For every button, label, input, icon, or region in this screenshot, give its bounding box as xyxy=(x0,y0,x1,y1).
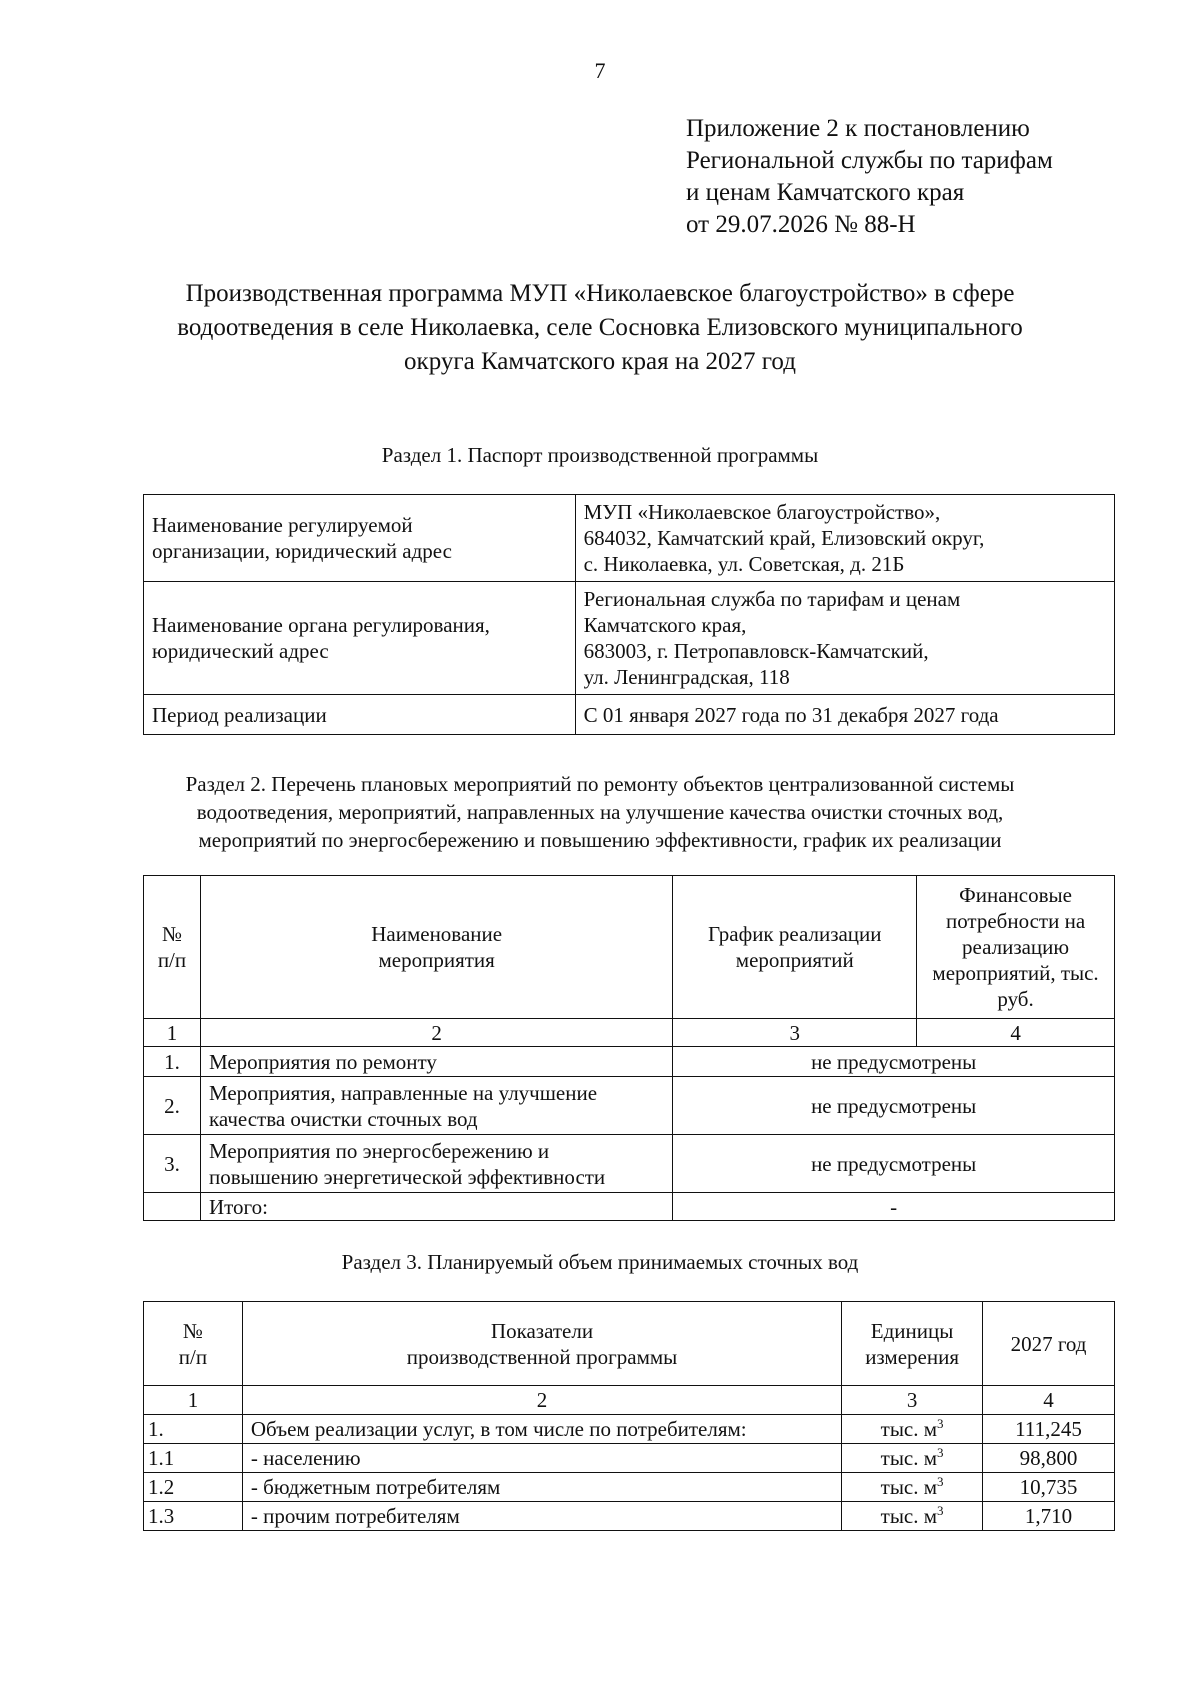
measure-name xyxy=(200,1077,672,1135)
indicator-name: Объем реализации услуг, в том числе по потребителям: xyxy=(242,1415,841,1444)
row-number: 3. xyxy=(144,1135,201,1193)
row-number: 1. xyxy=(144,1415,243,1444)
cell-text: Камчатского края, xyxy=(583,613,747,637)
passport-label xyxy=(144,582,576,695)
column-number: 4 xyxy=(917,1019,1115,1047)
measure-value: не предусмотрены xyxy=(673,1047,1115,1077)
value-cell: 111,245 xyxy=(983,1415,1115,1444)
cell-text: мероприятий, тыс. xyxy=(932,961,1099,985)
passport-label xyxy=(144,695,576,735)
cell-text: с. Николаевка, ул. Советская, д. 21Б xyxy=(583,552,905,576)
row-number: 1.3 xyxy=(144,1502,243,1531)
table-row xyxy=(144,582,1115,695)
section2-title xyxy=(100,770,1100,854)
header-schedule xyxy=(673,876,917,1019)
cell-text: Мероприятия, направленные на улучшение xyxy=(208,1080,598,1105)
cell-text: мероприятий xyxy=(735,948,854,972)
total-label: Итого: xyxy=(200,1193,672,1221)
section2-title-line: Раздел 2. Перечень плановых мероприятий по ремонту объектов централизованной системы xyxy=(185,772,1015,796)
document-title xyxy=(100,277,1100,379)
total-value: - xyxy=(673,1193,1115,1221)
header-num xyxy=(144,1302,243,1386)
table-row xyxy=(144,1502,1115,1531)
appendix-line: от 29.07.2026 № 88-Н xyxy=(686,211,916,238)
column-number-row xyxy=(144,1019,1115,1047)
passport-label xyxy=(144,495,576,582)
appendix-line: и ценам Камчатского края xyxy=(686,179,965,206)
unit-cell xyxy=(842,1502,983,1531)
unit-text: тыс. м xyxy=(880,1475,938,1499)
header-indicator xyxy=(242,1302,841,1386)
cell-text: Показатели xyxy=(490,1318,594,1343)
passport-value xyxy=(575,695,1114,735)
cell-text: п/п xyxy=(178,1344,208,1369)
cell-text: п/п xyxy=(157,948,187,972)
unit-exponent: 3 xyxy=(937,1474,944,1489)
unit-text: тыс. м xyxy=(880,1504,938,1528)
section2-title-line: водоотведения, мероприятий, направленных на улучшение качества очистки сточных вод, xyxy=(196,800,1004,824)
passport-value xyxy=(575,582,1114,695)
cell-text: № xyxy=(182,1318,203,1343)
value-cell: 1,710 xyxy=(983,1502,1115,1531)
unit-cell xyxy=(842,1473,983,1502)
cell-text: Мероприятия по энергосбережению и xyxy=(208,1138,550,1163)
cell-text: мероприятия xyxy=(378,948,495,972)
table-row xyxy=(144,1135,1115,1193)
cell-text: повышению энергетической эффективности xyxy=(208,1164,606,1189)
appendix-block xyxy=(686,113,1053,241)
cell-text: МУП «Николаевское благоустройство», xyxy=(583,500,941,524)
header-name xyxy=(200,876,672,1019)
row-number: 2. xyxy=(144,1077,201,1135)
cell-text: Период реализации xyxy=(152,702,327,727)
passport-value xyxy=(575,495,1114,582)
column-number: 4 xyxy=(983,1386,1115,1415)
table-row xyxy=(144,1047,1115,1077)
cell-text: производственной программы xyxy=(406,1344,678,1369)
cell-text: качества очистки сточных вод xyxy=(208,1106,478,1131)
page-number: 7 xyxy=(594,58,606,83)
section1-title: Раздел 1. Паспорт производственной программы xyxy=(381,443,819,467)
unit-text: тыс. м xyxy=(880,1417,938,1441)
column-number: 1 xyxy=(144,1386,243,1415)
cell-text: руб. xyxy=(997,987,1034,1011)
cell-text: измерения xyxy=(865,1344,959,1369)
cell-text: № xyxy=(161,922,182,946)
unit-exponent: 3 xyxy=(937,1416,944,1431)
section3-title: Раздел 3. Планируемый объем принимаемых сточных вод xyxy=(341,1250,859,1274)
measure-value: не предусмотрены xyxy=(673,1135,1115,1193)
measure-name xyxy=(200,1047,672,1077)
measure-value: не предусмотрены xyxy=(673,1077,1115,1135)
header-year: 2027 год xyxy=(983,1302,1115,1386)
table-row xyxy=(144,1077,1115,1135)
appendix-line: Приложение 2 к постановлению xyxy=(686,115,1030,142)
unit-exponent: 3 xyxy=(937,1503,944,1518)
measure-name xyxy=(200,1135,672,1193)
value-cell: 10,735 xyxy=(983,1473,1115,1502)
header-num xyxy=(144,876,201,1019)
cell-text: Финансовые xyxy=(959,883,1072,907)
indicator-name: - населению xyxy=(242,1444,841,1473)
cell-text: Единицы xyxy=(870,1318,954,1343)
title-line: Производственная программа МУП «Николаевское благоустройство» в сфере xyxy=(185,280,1015,307)
table-header-row xyxy=(144,1302,1115,1386)
unit-cell xyxy=(842,1444,983,1473)
cell-text: Наименование органа регулирования, xyxy=(152,613,490,637)
column-number: 1 xyxy=(144,1019,201,1047)
cell-text: Региональная служба по тарифам и ценам xyxy=(583,587,961,611)
cell-text: юридический адрес xyxy=(152,639,329,663)
appendix-line: Региональной службы по тарифам xyxy=(686,147,1053,174)
header-unit xyxy=(842,1302,983,1386)
table-row xyxy=(144,495,1115,582)
cell-text: организации, юридический адрес xyxy=(152,539,452,563)
table-row xyxy=(144,1444,1115,1473)
section2-title-line: мероприятий по энергосбережению и повышению эффективности, график их реализации xyxy=(198,828,1002,852)
table-row xyxy=(144,695,1115,735)
row-number xyxy=(144,1193,201,1221)
row-number: 1.2 xyxy=(144,1473,243,1502)
column-number: 2 xyxy=(200,1019,672,1047)
value-cell: 98,800 xyxy=(983,1444,1115,1473)
passport-table xyxy=(143,494,1115,735)
column-number: 3 xyxy=(842,1386,983,1415)
total-row xyxy=(144,1193,1115,1221)
row-number: 1.1 xyxy=(144,1444,243,1473)
column-number: 3 xyxy=(673,1019,917,1047)
title-line: водоотведения в селе Николаевка, селе Сосновка Елизовского муниципального xyxy=(177,314,1023,341)
cell-text: потребности на xyxy=(945,909,1086,933)
cell-text: Наименование регулируемой xyxy=(152,513,413,537)
volume-table xyxy=(143,1301,1115,1531)
cell-text: Мероприятия по ремонту xyxy=(208,1049,437,1074)
indicator-name: - прочим потребителям xyxy=(242,1502,841,1531)
cell-text: реализацию xyxy=(962,935,1070,959)
unit-exponent: 3 xyxy=(937,1445,944,1460)
cell-text: Наименование xyxy=(371,922,503,946)
indicator-name: - бюджетным потребителям xyxy=(242,1473,841,1502)
table-row xyxy=(144,1415,1115,1444)
table-header-row xyxy=(144,876,1115,1019)
unit-text: тыс. м xyxy=(880,1446,938,1470)
table-row xyxy=(144,1473,1115,1502)
header-finance xyxy=(917,876,1115,1019)
title-line: округа Камчатского края на 2027 год xyxy=(404,348,796,375)
cell-text: 684032, Камчатский край, Елизовский округ, xyxy=(583,526,985,550)
column-number-row xyxy=(144,1386,1115,1415)
unit-cell xyxy=(842,1415,983,1444)
column-number: 2 xyxy=(242,1386,841,1415)
row-number: 1. xyxy=(144,1047,201,1077)
cell-text: График реализации xyxy=(707,922,882,946)
cell-text: 683003, г. Петропавловск-Камчатский, xyxy=(583,639,929,663)
measures-table xyxy=(143,875,1115,1221)
cell-text: С 01 января 2027 года по 31 декабря 2027 года xyxy=(583,702,999,727)
cell-text: ул. Ленинградская, 118 xyxy=(583,665,790,689)
